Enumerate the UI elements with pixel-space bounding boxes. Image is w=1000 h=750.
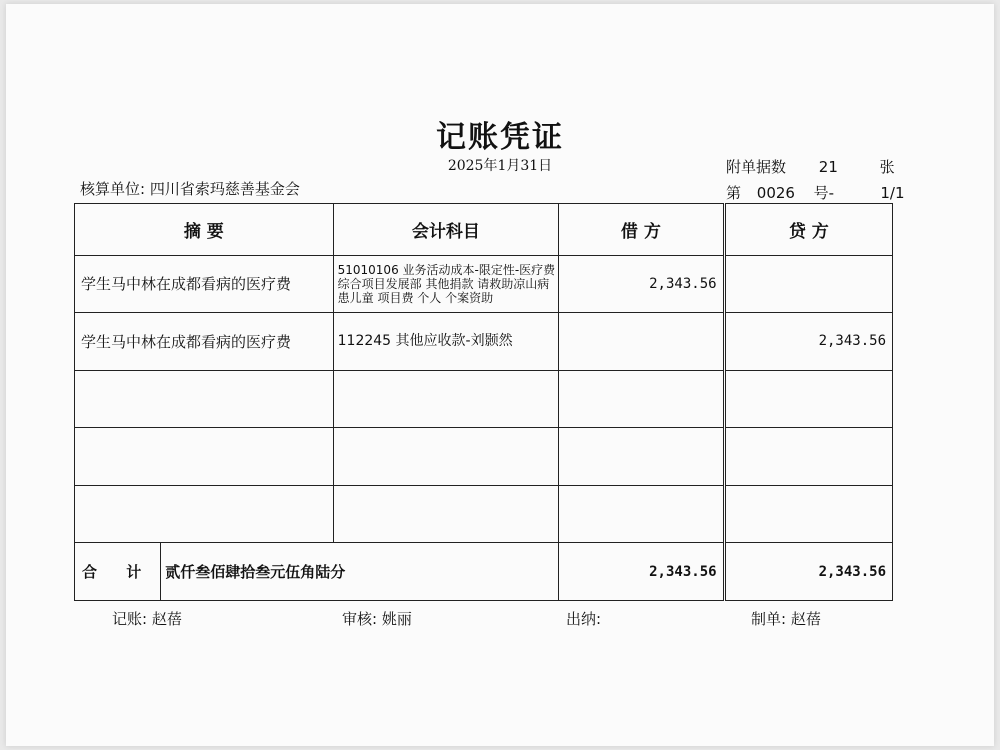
empty-cell [75,428,334,486]
empty-cell [724,428,892,486]
voucher-prefix: 第 [726,184,742,202]
empty-cell [75,485,334,543]
total-amount-words: 贰仟叁佰肆拾叁元伍角陆分 [161,543,559,601]
bookkeeper-signature: 记账: 赵蓓 [112,610,182,628]
table-row [75,313,893,371]
attachment-number: 21 [818,158,838,176]
empty-cell [333,370,559,428]
table-row [75,255,893,313]
cashier-signature: 出纳: [566,610,602,628]
table-row-empty [75,370,893,428]
voucher-number [726,182,904,203]
table-row-empty [75,428,893,486]
empty-cell [333,485,559,543]
header-account: 会计科目 [333,204,559,256]
header-summary: 摘 要 [75,204,334,256]
empty-cell [333,428,559,486]
voucher-number-value: 0026 [756,184,795,202]
row-credit: 2,343.56 [724,313,892,371]
accounting-unit-value: 四川省索玛慈善基金会 [149,180,300,198]
total-debit: 2,343.56 [559,543,724,601]
header-debit: 借 方 [559,204,724,256]
maker-signature: 制单: 赵蓓 [751,610,821,628]
empty-cell [724,370,892,428]
empty-cell [724,485,892,543]
row-account: 112245 其他应收款-刘颢然 [333,313,559,371]
attachment-unit: 张 [879,158,895,176]
table-header [75,204,893,256]
total-row [75,543,893,601]
voucher-suffix: 号- [813,184,834,202]
row-debit: 2,343.56 [559,255,724,313]
row-summary: 学生马中林在成都看病的医疗费 [75,255,334,313]
empty-cell [559,428,724,486]
row-credit [724,255,892,313]
empty-cell [559,370,724,428]
accounting-unit [80,178,300,199]
attachment-label: 附单据数 [726,158,787,176]
row-summary: 学生马中林在成都看病的医疗费 [75,313,334,371]
header-credit: 贷 方 [724,204,892,256]
attachment-count [726,156,895,177]
total-label: 合 计 [75,543,161,601]
empty-cell [559,485,724,543]
reviewer-signature: 审核: 姚丽 [342,610,412,628]
voucher-table [74,203,893,601]
row-debit [559,313,724,371]
table-row-empty [75,485,893,543]
voucher-date: 2025年1月31日 [447,158,553,174]
accounting-unit-label: 核算单位: [80,180,146,198]
voucher-title: 记账凭证 [436,120,564,155]
voucher-page: 1/1 [880,184,905,202]
row-account: 51010106 业务活动成本-限定性-医疗费 综合项目发展部 其他捐款 请救助凉山病患儿童 项目费 个人 个案资助 [333,255,559,313]
empty-cell [75,370,334,428]
total-credit: 2,343.56 [724,543,892,601]
